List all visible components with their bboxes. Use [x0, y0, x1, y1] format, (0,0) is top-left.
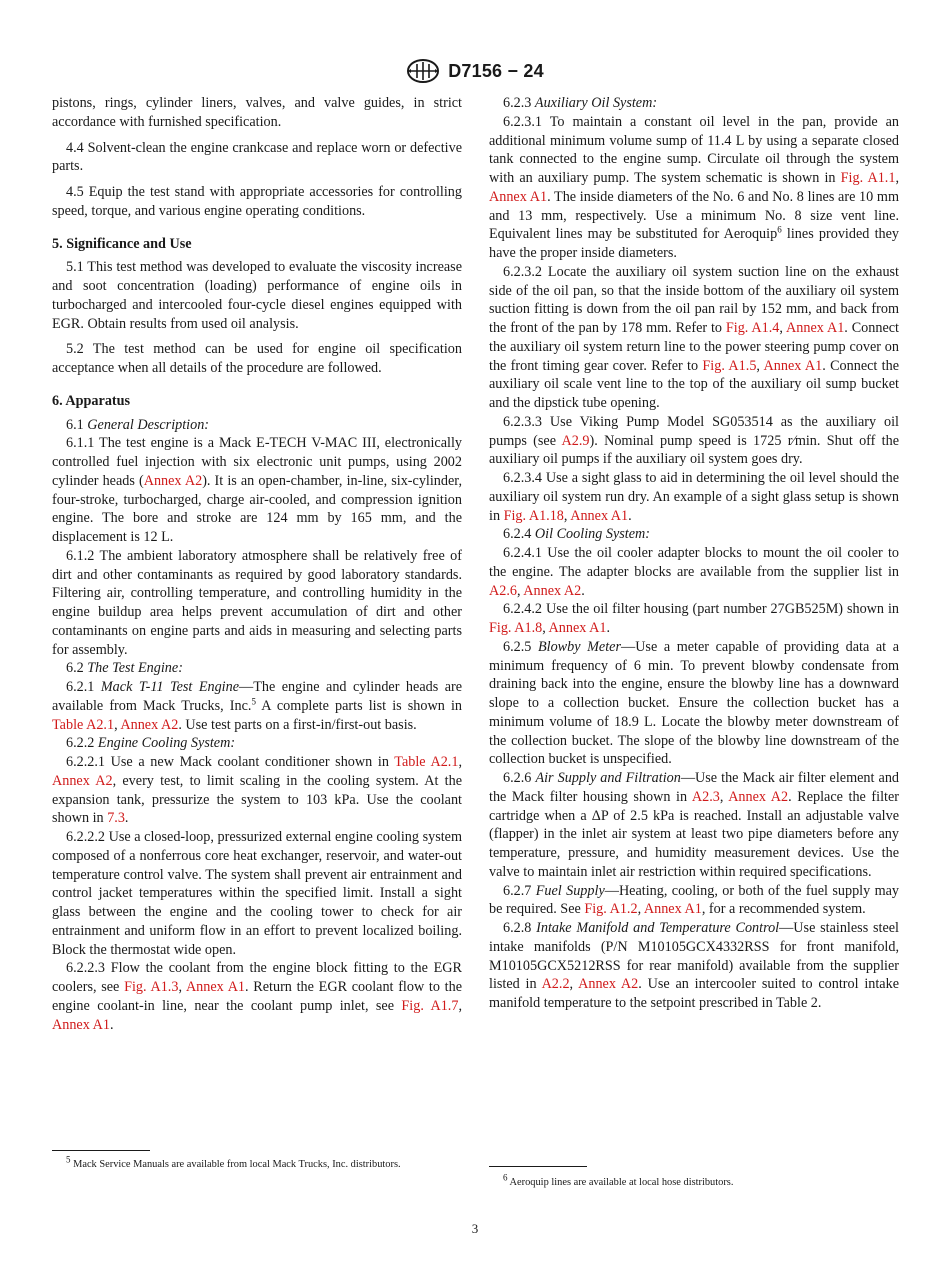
paragraph-6-1: 6.1 General Description: — [66, 416, 210, 433]
paragraph-4-3-continued: pistons, rings, cylinder liners, valves, and valve guides, in strict accordance with furnished specification. — [52, 95, 462, 130]
link-annex-a1[interactable]: Annex A1 — [643, 901, 702, 918]
astm-logo-icon — [406, 58, 440, 84]
page-number: 3 — [471, 1221, 479, 1236]
paragraph-6-2-3-1: 6.2.3.1 To maintain a constant oil level in the pan, provide an additional minimum volume sump of 11.4 L by using a separate closed tank connected to the engine sump. Circulate oil through the system with an auxiliary pump. The system schematic is shown in Fig. A1.1, Annex A1. The inside diameters of the No. 6 and No. 8 lines are 10 mm and 13 mm, respectively. Use a minimum No. 8 size vent line. Equivalent lines may be substituted for Aeroquip$^6$ lines provided they have the proper inside diameters. — [489, 113, 900, 261]
paragraph-6-2-4-2: 6.2.4.2 Use the oil filter housing (part number 27GB525M) shown in Fig. A1.8, Annex A1. — [489, 601, 899, 636]
paragraph-6-1-2: 6.1.2 The ambient laboratory atmosphere shall be relatively free of dirt and other contaminants as required by good laboratory standards. Filtering air, controlling temperature, and controlling humidity in the engine buildup area helps prevent accumulation of dirt and other contaminants on engine parts and aids in measuring and selecting parts for assembly. — [52, 547, 462, 658]
paragraph-6-2-7: 6.2.7 Fuel Supply—Heating, cooling, or both of the fuel supply may be required. See Fig. A1.2, Annex A1, for a recommended system. — [489, 882, 899, 918]
footnote-rule-left — [52, 1150, 150, 1151]
paragraph-5-2: 5.2 The test method can be used for engine oil specification acceptance when all details of the procedure are followed. — [52, 341, 462, 376]
link-a2-6[interactable]: A2.6 — [489, 582, 517, 599]
left-column — [52, 94, 462, 1034]
paragraph-6-2-3-2: 6.2.3.2 Locate the auxiliary oil system suction line on the exhaust side of the oil pan, so that the inside bottom of the auxiliary oil system suction fitting is down from the oil pan rail by 152 mm, and back from the front of the pan by 178 mm. Refer to Fig. A1.4, Annex A1. Connect the auxiliary oil system return line to the power steering pump cover on the front timing gear cover. Refer to Fig. A1.5, Annex A1. Connect the auxiliary oil scale vent line to the top of the auxiliary oil sump bucket and the dipstick tube opening. — [489, 263, 900, 411]
link-fig-a1-2[interactable]: Fig. A1.2 — [584, 901, 638, 918]
paragraph-6-2: 6.2 The Test Engine: — [66, 660, 183, 677]
footnote-6: $^6$ Aeroquip lines are available at local hose distributors. — [503, 1172, 734, 1188]
link-annex-a1[interactable]: Annex A1 — [763, 357, 823, 374]
link-fig-a1-4[interactable]: Fig. A1.4 — [725, 320, 780, 336]
paragraph-6-2-6: 6.2.6 Air Supply and Filtration—Use the Mack air filter element and the Mack filter housing shown in A2.3, Annex A2. Replace the filter cartridge when a ΔP of 2.5 kPa is reached. Install an adjustable valve (flapper) in the inlet air system at least two pipe diameters before any temperature, pressure, and humidity measurement devices. Use the valve to maintain inlet air restriction within required specifications. — [489, 770, 900, 880]
link-a2-9[interactable]: A2.9 — [561, 432, 590, 449]
paragraph-6-2-4: 6.2.4 Oil Cooling System: — [503, 526, 650, 543]
paragraph-6-2-8: 6.2.8 Intake Manifold and Temperature Control—Use stainless steel intake manifolds (P/N M10105GCX4332RSS for front manifold, M10105GCX5212RSS for rear manifold) available from the supplier listed in A2.2, Annex A2. Use an intercooler suited to control intake manifold temperature to the setpoint prescribed in Table 2. — [489, 920, 899, 1011]
link-a2-2[interactable]: A2.2 — [541, 976, 570, 993]
page-header — [0, 56, 950, 86]
paragraph-6-2-1: 6.2.1 Mack T-11 Test Engine—The engine and cylinder heads are available from Mack Trucks, Inc.$^5$ A complete parts list is shown in Table A2.1, Annex A2. Use test parts on a first-in/first-out basis. — [52, 679, 463, 733]
link-table-a2-1[interactable]: Table A2.1 — [52, 716, 115, 733]
section-5-heading: 5. Significance and Use — [52, 235, 192, 252]
paragraph-5-1: 5.1 This test method was developed to evaluate the viscosity increase and soot concentration (loading) performance of engine oils in turbocharged and intercooled four-cycle diesel engines equipped with EGR. Obtain results from used oil analysis. — [52, 259, 462, 332]
paragraph-6-2-2-1: 6.2.2.1 Use a new Mack coolant conditioner shown in Table A2.1, Annex A2, every test, to limit scaling in the cooling system. At the expansion tank, pressurize the system to 103 kPa. Use the coolant shown in 7.3. — [52, 754, 462, 827]
link-annex-a2[interactable]: Annex A2 — [578, 976, 639, 993]
paragraph-6-2-2-2: 6.2.2.2 Use a closed-loop, pressurized external engine cooling system composed of a nonferrous core heat exchanger, reservoir, and water-out temperature control valve. The system shall prevent air entrainment and control jacket temperatures within the specified limit. Install a sight glass between the engine and the cooling tower to check for air entrainment and uniform flow in an effort to prevent localized boiling. Block the thermostat wide open. — [52, 829, 462, 958]
paragraph-4-4: 4.4 Solvent-clean the engine crankcase and replace worn or defective parts. — [52, 139, 462, 175]
right-column — [489, 94, 899, 1013]
paragraph-6-2-5: 6.2.5 Blowby Meter—Use a meter capable of providing data at a minimum frequency of 6 min. To prevent blowby condensate from draining back into the engine, ensure the blowby line has a downward slope to a collection bucket. Ensure the collection bucket has a minimum volume of 18.9 L. Locate the blowby meter downstream of the collection bucket. The slope of the blowby line downstream of the collection bucket is unspecified. — [489, 638, 900, 768]
link-a2-3[interactable]: A2.3 — [691, 788, 720, 805]
link-fig-a1-3[interactable]: Fig. A1.3 — [124, 979, 179, 995]
footnote-rule-right — [489, 1166, 587, 1167]
link-fig-a1-5[interactable]: Fig. A1.5 — [702, 357, 757, 374]
paragraph-6-2-2-3: 6.2.2.3 Flow the coolant from the engine block fitting to the EGR coolers, see Fig. A1.3, Annex A1. Return the EGR coolant flow to the engine coolant-in line, near the coolant pump inlet, see Fig. A1.7, Annex A1. — [52, 960, 462, 1033]
footnote-6-ref[interactable]: 6 — [777, 224, 782, 235]
link-annex-a2[interactable]: Annex A2 — [523, 582, 582, 599]
footnote-5-ref[interactable]: 5 — [251, 696, 256, 707]
link-annex-a1[interactable]: Annex A1 — [185, 979, 246, 995]
section-6-heading: 6. Apparatus — [52, 392, 131, 409]
paragraph-6-2-4-1: 6.2.4.1 Use the oil cooler adapter blocks to mount the oil cooler to the engine. The adapter blocks are available from the supplier list in A2.6, Annex A2. — [489, 545, 899, 599]
document-designation: D7156 − 24 — [448, 60, 544, 81]
link-annex-a2[interactable]: Annex A2 — [143, 472, 203, 489]
paragraph-6-2-3: 6.2.3 Auxiliary Oil System: — [503, 95, 658, 111]
paragraph-6-2-3-3: 6.2.3.3 Use Viking Pump Model SG053514 as the auxiliary oil pumps (see A2.9). Nominal pump speed is 1725 r⁄min. Shut off the auxiliary oil pumps if the auxiliary oil system goes dry. — [489, 413, 899, 468]
link-annex-a2[interactable]: Annex A2 — [728, 788, 789, 805]
link-annex-a1[interactable]: Annex A1 — [570, 507, 629, 524]
link-fig-a1-7[interactable]: Fig. A1.7 — [401, 997, 459, 1014]
link-fig-a1-8[interactable]: Fig. A1.8 — [489, 620, 543, 636]
footnote-5: $^5$ Mack Service Manuals are available from local Mack Trucks, Inc. distributors. — [66, 1154, 401, 1170]
paragraph-4-5: 4.5 Equip the test stand with appropriate accessories for controlling speed, torque, and various engine operating conditions. — [52, 184, 462, 219]
link-fig-a1-1[interactable]: Fig. A1.1 — [840, 170, 896, 186]
link-annex-a1[interactable]: Annex A1 — [489, 188, 548, 205]
paragraph-6-2-2: 6.2.2 Engine Cooling System: — [66, 735, 236, 752]
link-annex-a1[interactable]: Annex A1 — [786, 320, 845, 336]
link-annex-a2[interactable]: Annex A2 — [52, 772, 113, 789]
link-fig-a1-18[interactable]: Fig. A1.18 — [503, 507, 564, 524]
paragraph-6-2-3-4: 6.2.3.4 Use a sight glass to aid in determining the oil level should the auxiliary oil system run dry. An example of a sight glass setup is shown in Fig. A1.18, Annex A1. — [489, 470, 899, 524]
paragraph-6-1-1: 6.1.1 The test engine is a Mack E-TECH V-MAC III, electronically controlled fuel injection with six electronic unit pumps, using 2002 cylinder heads (Annex A2). It is an open-chamber, in-line, six-cylinder, four-stroke, turbocharged, charge air-cooled, and compression ignition engine. The bore and stroke are 124 mm by 165 mm, and the displacement is 12 L. — [52, 435, 462, 545]
link-7-3[interactable]: 7.3 — [107, 810, 125, 827]
link-annex-a1[interactable]: Annex A1 — [548, 620, 607, 636]
link-annex-a1[interactable]: Annex A1 — [52, 1016, 110, 1033]
link-annex-a2[interactable]: Annex A2 — [120, 716, 179, 733]
link-table-a2-1[interactable]: Table A2.1 — [394, 754, 459, 770]
